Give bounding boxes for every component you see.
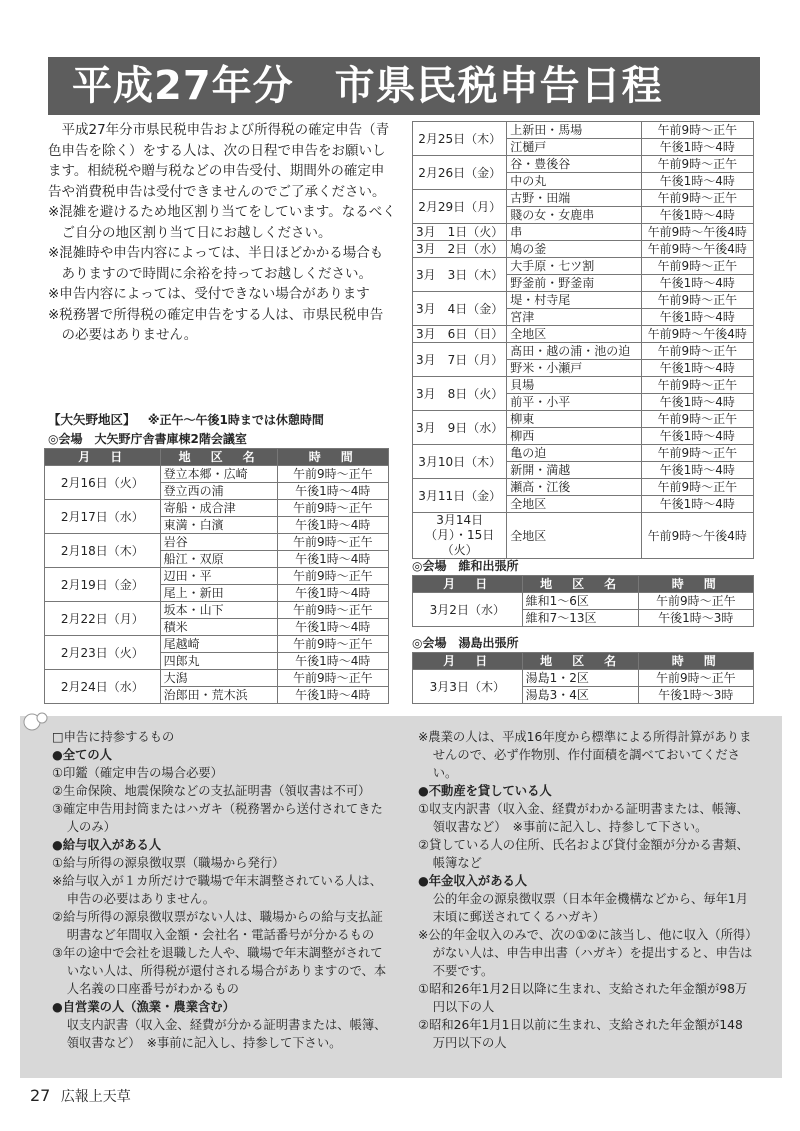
table-row bbox=[413, 156, 754, 173]
date-cell: 3月 7日（月） bbox=[413, 343, 507, 377]
time-cell: 午前9時～午後4時 bbox=[641, 513, 753, 559]
column-header: 月 日 bbox=[413, 653, 523, 670]
date-cell: 2月16日（火） bbox=[45, 466, 161, 500]
item-heading: ●自営業の人（漁業・農業含む） bbox=[52, 1000, 235, 1014]
publication-name: 広報上天草 bbox=[60, 1089, 131, 1105]
time-cell: 午前9時～正午 bbox=[641, 156, 753, 173]
intro-paragraph: 平成27年分市県民税申告および所得税の確定申告（青色申告を除く）をする人は、次の日程で申告をお願いします。相続税や贈与税などの申告受付、期間外の確定申告や消費税申告は受付できませんのでご了承ください。 bbox=[48, 122, 390, 200]
time-cell: 午後1時～4時 bbox=[641, 462, 753, 479]
district-cell: 宮津 bbox=[507, 309, 641, 326]
oyano-area-label: 【大矢野地区】 bbox=[48, 412, 136, 427]
district-cell: 湯島3・4区 bbox=[522, 687, 638, 704]
oyano-venue: ◎会場 大矢野庁舎書庫棟2階会議室 bbox=[48, 432, 247, 446]
page-title: 平成27年分 市県民税申告日程 bbox=[72, 63, 663, 109]
page-footer bbox=[30, 1086, 131, 1106]
table-row bbox=[413, 326, 754, 343]
district-cell: 野米・小瀬戸 bbox=[507, 360, 641, 377]
time-cell: 午前9時～正午 bbox=[641, 411, 753, 428]
district-cell: 全地区 bbox=[507, 513, 641, 559]
time-cell: 午前9時～正午 bbox=[277, 534, 388, 551]
time-cell: 午後1時～4時 bbox=[277, 687, 388, 704]
page-number: 27 bbox=[30, 1086, 51, 1105]
date-cell: 2月23日（火） bbox=[45, 636, 161, 670]
column-header: 月 日 bbox=[413, 576, 523, 593]
table-row bbox=[413, 479, 754, 496]
item-text: ②給与所得の源泉徴収票がない人は、職場からの給与支払証明書など年間収入金額・会社名・電話番号が分かるもの bbox=[52, 910, 383, 942]
table-row bbox=[413, 445, 754, 462]
time-cell: 午後1時～4時 bbox=[277, 551, 388, 568]
time-cell: 午後1時～4時 bbox=[277, 517, 388, 534]
table-row bbox=[45, 636, 389, 653]
district-cell: 寄船・成合津 bbox=[160, 500, 277, 517]
item-heading: ●不動産を貸している人 bbox=[418, 784, 552, 798]
time-cell: 午前9時～正午 bbox=[641, 190, 753, 207]
item-text: ①収支内訳書（収入金、経費がわかる証明書または、帳簿、領収書など） ※事前に記入し、持参して下さい。 bbox=[418, 802, 749, 834]
schedule-table-continued bbox=[412, 121, 754, 559]
table-row bbox=[413, 258, 754, 275]
bring-right-column bbox=[418, 728, 754, 1052]
district-cell: 新開・満越 bbox=[507, 462, 641, 479]
table-row bbox=[45, 568, 389, 585]
iwa-venue: ◎会場 維和出張所 bbox=[412, 559, 519, 573]
item-text: ③確定申告用封筒またはハガキ（税務署から送付されてきた人のみ） bbox=[52, 802, 383, 834]
time-cell: 午前9時～正午 bbox=[641, 122, 753, 139]
district-cell: 谷・豊後谷 bbox=[507, 156, 641, 173]
table-row bbox=[413, 670, 754, 687]
intro-note: ※混雑時や申告内容によっては、半日ほどかかる場合もありますので時間に余裕を持ってお越しください。 bbox=[48, 245, 384, 282]
table-row bbox=[413, 593, 754, 610]
time-cell: 午後1時～4時 bbox=[641, 309, 753, 326]
item-text: ②貸している人の住所、氏名および貸付金額が分かる書類、帳簿など bbox=[418, 838, 749, 870]
date-cell: 2月26日（金） bbox=[413, 156, 507, 190]
time-cell: 午前9時～正午 bbox=[638, 593, 753, 610]
district-cell: 全地区 bbox=[507, 326, 641, 343]
district-cell: 大潟 bbox=[160, 670, 277, 687]
column-header: 時 間 bbox=[638, 576, 753, 593]
time-cell: 午後1時～4時 bbox=[641, 428, 753, 445]
district-cell: 船江・双原 bbox=[160, 551, 277, 568]
date-cell: 3月2日（水） bbox=[413, 593, 523, 627]
bubble-decoration-icon bbox=[22, 710, 50, 732]
time-cell: 午前9時～正午 bbox=[641, 377, 753, 394]
intro-note: ※申告内容によっては、受付できない場合があります bbox=[48, 286, 370, 302]
date-cell: 3月 8日（火） bbox=[413, 377, 507, 411]
date-cell: 2月22日（月） bbox=[45, 602, 161, 636]
column-header: 地 区 名 bbox=[522, 653, 638, 670]
table-row bbox=[413, 122, 754, 139]
item-text: ③年の途中で会社を退職した人や、職場で年末調整がされていない人は、所得税が還付される場合がありますので、本人名義の口座番号がわかるもの bbox=[52, 946, 387, 996]
district-cell: 鳩の釜 bbox=[507, 241, 641, 258]
date-cell: 3月 3日（木） bbox=[413, 258, 507, 292]
district-cell: 柳東 bbox=[507, 411, 641, 428]
time-cell: 午前9時～正午 bbox=[277, 500, 388, 517]
item-text: ①昭和26年1月2日以降に生まれ、支給された年金額が98万円以下の人 bbox=[418, 982, 748, 1014]
date-cell: 3月 6日（日） bbox=[413, 326, 507, 343]
time-cell: 午後1時～4時 bbox=[277, 483, 388, 500]
item-text: ※農業の人は、平成16年度から標準による所得計算がありませんので、必ず作物別、作付面積を調べておいてください。 bbox=[418, 730, 752, 780]
date-cell: 3月 1日（火） bbox=[413, 224, 507, 241]
district-cell: 辺田・平 bbox=[160, 568, 277, 585]
time-cell: 午前9時～正午 bbox=[277, 466, 388, 483]
district-cell: 大手原・七ツ割 bbox=[507, 258, 641, 275]
item-heading: ●給与収入がある人 bbox=[52, 838, 162, 852]
intro-note: ※混雑を避けるため地区割り当てをしています。なるべくご自分の地区割り当て日にお越しください。 bbox=[48, 204, 396, 241]
district-cell: 江樋戸 bbox=[507, 139, 641, 156]
district-cell: 亀の迫 bbox=[507, 445, 641, 462]
date-cell: 3月 2日（水） bbox=[413, 241, 507, 258]
time-cell: 午前9時～正午 bbox=[641, 479, 753, 496]
table-row bbox=[413, 377, 754, 394]
time-cell: 午後1時～4時 bbox=[641, 394, 753, 411]
time-cell: 午後1時～4時 bbox=[641, 496, 753, 513]
item-text: ※給与収入が１カ所だけで職場で年末調整されている人は、申告の必要はありません。 bbox=[52, 874, 383, 906]
item-text: 公的年金の源泉徴収票（日本年金機構などから、毎年1月末頃に郵送されてくるハガキ） bbox=[432, 892, 748, 924]
district-cell: 全地区 bbox=[507, 496, 641, 513]
district-cell: 貝場 bbox=[507, 377, 641, 394]
table-header-row bbox=[45, 449, 389, 466]
date-cell: 2月17日（水） bbox=[45, 500, 161, 534]
break-note: ※正午～午後1時までは休憩時間 bbox=[147, 413, 324, 427]
table-row bbox=[413, 224, 754, 241]
district-cell: 東満・白濱 bbox=[160, 517, 277, 534]
district-cell: 湯島1・2区 bbox=[522, 670, 638, 687]
time-cell: 午後1時～4時 bbox=[641, 139, 753, 156]
time-cell: 午前9時～正午 bbox=[277, 636, 388, 653]
date-cell: 3月3日（木） bbox=[413, 670, 523, 704]
time-cell: 午前9時～正午 bbox=[638, 670, 753, 687]
date-cell: 3月14日（月）・15日（火） bbox=[413, 513, 507, 559]
oyano-schedule-table bbox=[44, 448, 389, 704]
table-row bbox=[413, 343, 754, 360]
district-cell: 前平・小平 bbox=[507, 394, 641, 411]
time-cell: 午後1時～4時 bbox=[641, 173, 753, 190]
time-cell: 午前9時～正午 bbox=[641, 343, 753, 360]
date-cell: 2月19日（金） bbox=[45, 568, 161, 602]
item-heading: ●全ての人 bbox=[52, 748, 112, 762]
table-row bbox=[413, 292, 754, 309]
time-cell: 午後1時～3時 bbox=[638, 687, 753, 704]
district-cell: 堤・村寺尾 bbox=[507, 292, 641, 309]
iwa-schedule-table bbox=[412, 575, 754, 627]
item-text: ※公的年金収入のみで、次の①②に該当し、他に収入（所得）がない人は、申告申出書（ハガキ）を提出すると、申告は不要です。 bbox=[418, 928, 753, 978]
district-cell: 維和1～6区 bbox=[522, 593, 638, 610]
table-row bbox=[45, 602, 389, 619]
date-cell: 3月 9日（水） bbox=[413, 411, 507, 445]
item-text: 収支内訳書（収入金、経費が分かる証明書または、帳簿、領収書など） ※事前に記入し、持参して下さい。 bbox=[66, 1018, 387, 1050]
table-row bbox=[413, 411, 754, 428]
oyano-area-heading bbox=[48, 410, 324, 428]
district-cell: 維和7～13区 bbox=[522, 610, 638, 627]
title-banner bbox=[48, 57, 760, 115]
time-cell: 午前9時～正午 bbox=[641, 258, 753, 275]
time-cell: 午後1時～4時 bbox=[277, 619, 388, 636]
district-cell: 四郎丸 bbox=[160, 653, 277, 670]
item-heading: ●年金収入がある人 bbox=[418, 874, 528, 888]
district-cell: 治郎田・荒木浜 bbox=[160, 687, 277, 704]
time-cell: 午前9時～正午 bbox=[641, 292, 753, 309]
item-text: ②昭和26年1月1日以前に生まれ、支給された年金額が148万円以下の人 bbox=[418, 1018, 743, 1050]
district-cell: 瀬高・江後 bbox=[507, 479, 641, 496]
time-cell: 午後1時～4時 bbox=[277, 653, 388, 670]
table-row bbox=[45, 670, 389, 687]
district-cell: 柳西 bbox=[507, 428, 641, 445]
time-cell: 午前9時～午後4時 bbox=[641, 326, 753, 343]
district-cell: 賤の女・女鹿串 bbox=[507, 207, 641, 224]
time-cell: 午前9時～午後4時 bbox=[641, 241, 753, 258]
district-cell: 坂本・山下 bbox=[160, 602, 277, 619]
district-cell: 登立西の浦 bbox=[160, 483, 277, 500]
column-header: 時 間 bbox=[638, 653, 753, 670]
intro-text bbox=[48, 120, 396, 346]
time-cell: 午前9時～正午 bbox=[641, 445, 753, 462]
yushima-venue: ◎会場 湯島出張所 bbox=[412, 636, 519, 650]
district-cell: 古野・田端 bbox=[507, 190, 641, 207]
district-cell: 登立本郷・広崎 bbox=[160, 466, 277, 483]
table-row bbox=[413, 513, 754, 559]
item-text: ①給与所得の源泉徴収票（職場から発行） bbox=[52, 856, 285, 870]
district-cell: 上新田・馬場 bbox=[507, 122, 641, 139]
bring-left-column bbox=[52, 728, 392, 1052]
table-row bbox=[413, 241, 754, 258]
time-cell: 午前9時～正午 bbox=[277, 568, 388, 585]
column-header: 月 日 bbox=[45, 449, 161, 466]
table-row bbox=[45, 466, 389, 483]
district-cell: 尾越崎 bbox=[160, 636, 277, 653]
yushima-schedule-table bbox=[412, 652, 754, 704]
district-cell: 尾上・新田 bbox=[160, 585, 277, 602]
column-header: 時 間 bbox=[277, 449, 388, 466]
district-cell: 岩谷 bbox=[160, 534, 277, 551]
item-text: ②生命保険、地震保険などの支払証明書（領収書は不可） bbox=[52, 784, 371, 798]
district-cell: 野釜前・野釜南 bbox=[507, 275, 641, 292]
date-cell: 3月10日（木） bbox=[413, 445, 507, 479]
time-cell: 午前9時～午後4時 bbox=[641, 224, 753, 241]
table-row bbox=[45, 534, 389, 551]
date-cell: 3月 4日（金） bbox=[413, 292, 507, 326]
time-cell: 午後1時～4時 bbox=[641, 207, 753, 224]
district-cell: 髙田・越の浦・池の迫 bbox=[507, 343, 641, 360]
item-text: ①印鑑（確定申告の場合必要） bbox=[52, 766, 223, 780]
table-row bbox=[413, 190, 754, 207]
table-header-row bbox=[413, 653, 754, 670]
date-cell: 2月29日（月） bbox=[413, 190, 507, 224]
column-header: 地 区 名 bbox=[522, 576, 638, 593]
date-cell: 3月11日（金） bbox=[413, 479, 507, 513]
district-cell: 積米 bbox=[160, 619, 277, 636]
date-cell: 2月24日（水） bbox=[45, 670, 161, 704]
time-cell: 午前9時～正午 bbox=[277, 602, 388, 619]
district-cell: 串 bbox=[507, 224, 641, 241]
column-header: 地 区 名 bbox=[160, 449, 277, 466]
time-cell: 午後1時～4時 bbox=[277, 585, 388, 602]
time-cell: 午前9時～正午 bbox=[277, 670, 388, 687]
time-cell: 午後1時～4時 bbox=[641, 360, 753, 377]
date-cell: 2月18日（木） bbox=[45, 534, 161, 568]
table-header-row bbox=[413, 576, 754, 593]
date-cell: 2月25日（木） bbox=[413, 122, 507, 156]
time-cell: 午後1時～3時 bbox=[638, 610, 753, 627]
time-cell: 午後1時～4時 bbox=[641, 275, 753, 292]
intro-note: ※税務署で所得税の確定申告をする人は、市県民税申告の必要はありません。 bbox=[48, 306, 384, 343]
bring-heading: □申告に持参するもの bbox=[52, 730, 175, 744]
district-cell: 中の丸 bbox=[507, 173, 641, 190]
table-row bbox=[45, 500, 389, 517]
